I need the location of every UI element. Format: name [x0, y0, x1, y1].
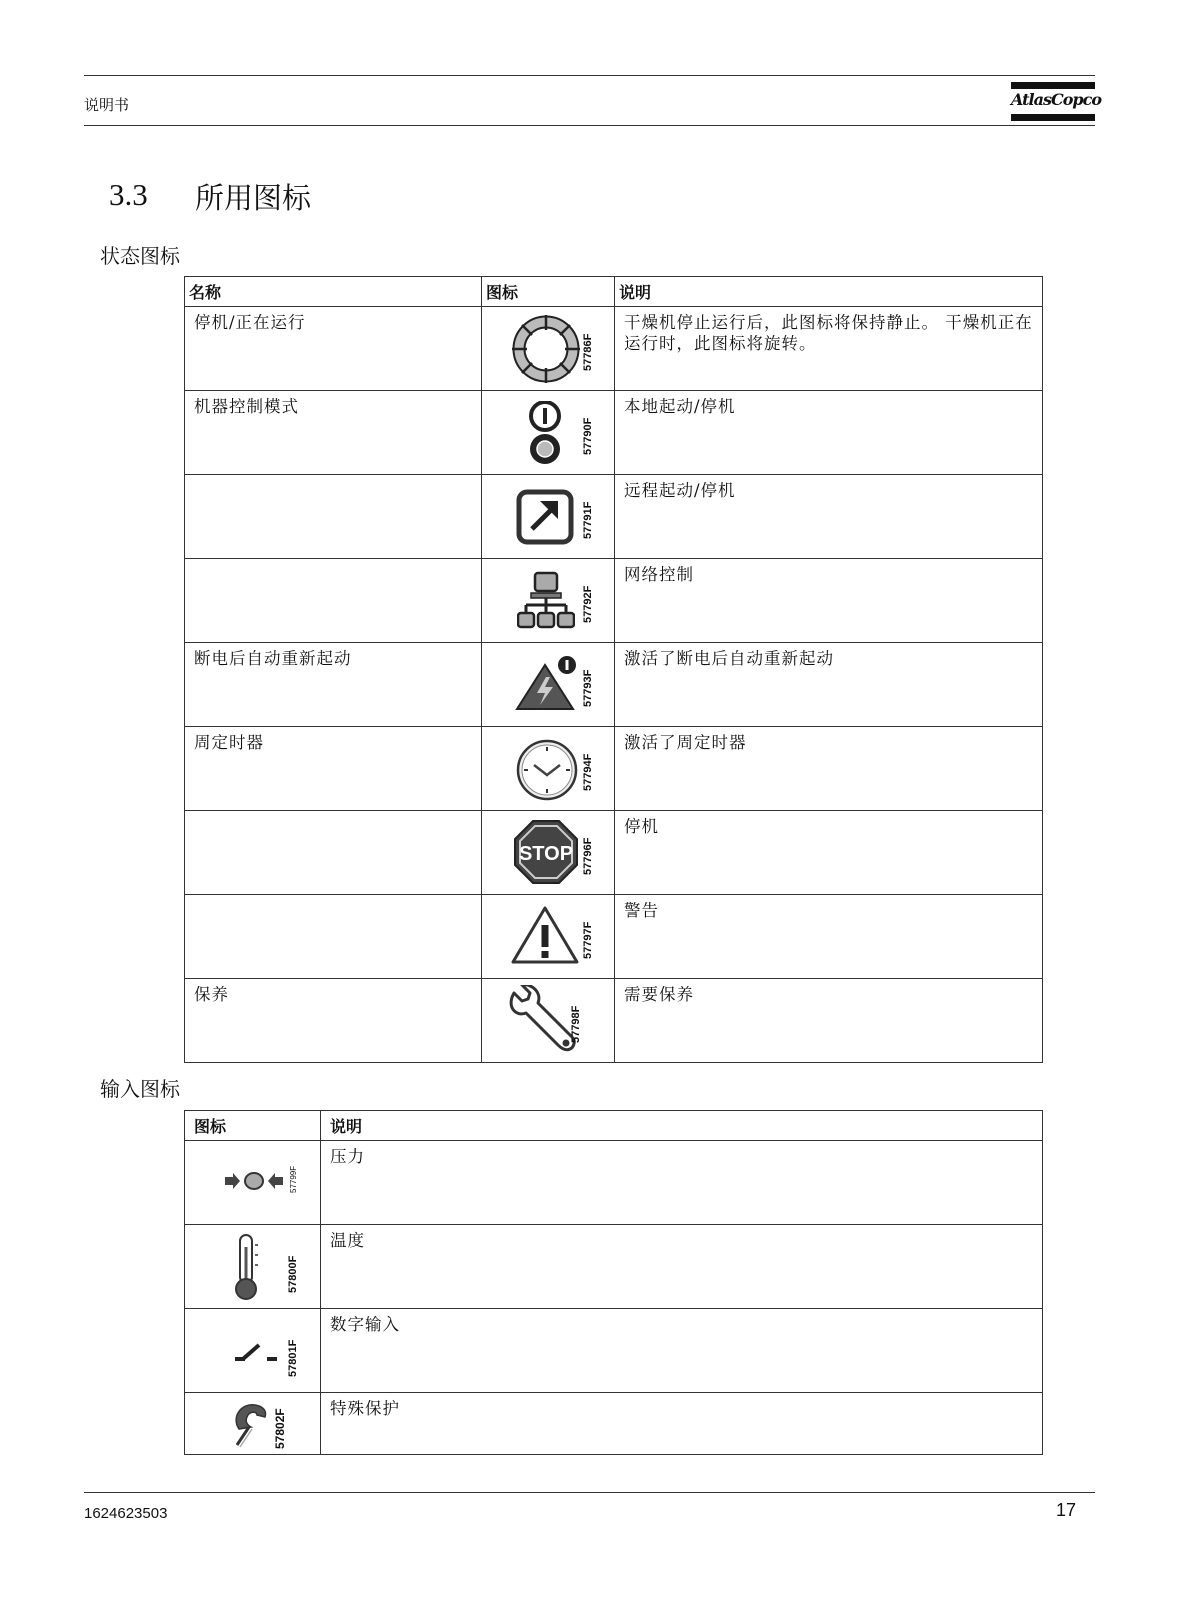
table-row — [185, 1141, 1043, 1225]
table-row — [185, 811, 1043, 895]
row-name — [185, 811, 482, 895]
atlas-copco-logo: AtlasCopco — [1011, 80, 1095, 126]
document-number: 1624623503 — [84, 1505, 168, 1522]
section-number: 3.3 — [109, 177, 148, 212]
table-header-row — [185, 277, 1043, 307]
table-row — [185, 475, 1043, 559]
section-title: 所用图标 — [195, 181, 312, 215]
row-description: 停机 — [615, 811, 1043, 895]
row-name: 周定时器 — [185, 727, 482, 811]
icon-code: 57802F — [273, 1408, 287, 1449]
icon-code: 57798F — [570, 1005, 582, 1043]
row-name — [185, 559, 482, 643]
table-row — [185, 307, 1043, 391]
pressure-icon — [225, 1171, 283, 1191]
header-rule-top — [84, 75, 1095, 76]
table-row — [185, 643, 1043, 727]
local-start-stop-icon — [527, 401, 563, 467]
status-icons-table — [184, 276, 1043, 1063]
network-icon — [517, 571, 575, 631]
table-row — [185, 979, 1043, 1063]
icon-code: 57800F — [287, 1255, 299, 1293]
row-description: 干燥机停止运行后，此图标将保持静止。 干燥机正在运行时，此图标将旋转。 — [615, 307, 1043, 391]
col-icon-header: 图标 — [482, 277, 615, 307]
row-name: 断电后自动重新起动 — [185, 643, 482, 727]
row-name — [185, 895, 482, 979]
row-description: 激活了周定时器 — [615, 727, 1043, 811]
input-icons-heading: 输入图标 — [100, 1077, 180, 1101]
row-description: 特殊保护 — [321, 1393, 1043, 1455]
input-icons-table — [184, 1110, 1043, 1455]
table-row — [185, 391, 1043, 475]
icon-code: 57796F — [582, 837, 594, 875]
icon-code: 57799F — [289, 1165, 298, 1193]
col-description-header: 说明 — [321, 1111, 1043, 1141]
row-description: 压力 — [321, 1141, 1043, 1225]
row-description: 数字输入 — [321, 1309, 1043, 1393]
col-description-header: 说明 — [615, 277, 1043, 307]
footer-rule — [84, 1492, 1095, 1493]
icon-code: 57797F — [582, 921, 594, 959]
icon-code: 57801F — [287, 1339, 299, 1377]
table-row — [185, 559, 1043, 643]
warning-icon — [510, 905, 580, 965]
row-description: 需要保养 — [615, 979, 1043, 1063]
icon-code: 57794F — [582, 753, 594, 791]
table-row — [185, 727, 1043, 811]
auto-restart-icon — [515, 655, 579, 713]
icon-code: 57793F — [582, 669, 594, 707]
row-name — [185, 475, 482, 559]
special-protection-icon — [231, 1399, 271, 1449]
icon-code: 57790F — [582, 417, 594, 455]
icon-code: 57792F — [582, 585, 594, 623]
status-icons-heading: 状态图标 — [100, 244, 180, 268]
row-description: 远程起动/停机 — [615, 475, 1043, 559]
row-name: 停机/正在运行 — [185, 307, 482, 391]
table-header-row — [185, 1111, 1043, 1141]
remote-arrow-icon — [516, 489, 574, 545]
stop-sign-text: STOP — [518, 843, 574, 865]
row-description: 网络控制 — [615, 559, 1043, 643]
row-name: 机器控制模式 — [185, 391, 482, 475]
switch-icon — [233, 1339, 279, 1365]
row-description: 本地起动/停机 — [615, 391, 1043, 475]
table-row — [185, 1225, 1043, 1309]
rotating-ring-icon — [511, 314, 581, 384]
row-description: 激活了断电后自动重新起动 — [615, 643, 1043, 727]
row-description: 警告 — [615, 895, 1043, 979]
thermometer-icon — [231, 1233, 261, 1301]
col-icon-header: 图标 — [185, 1111, 321, 1141]
icon-code: 57786F — [582, 333, 594, 371]
table-row — [185, 1309, 1043, 1393]
row-name: 保养 — [185, 979, 482, 1063]
header-title: 说明书 — [84, 96, 130, 114]
icon-code: 57791F — [582, 501, 594, 539]
table-row — [185, 1393, 1043, 1455]
clock-icon — [516, 739, 578, 801]
header-rule-bottom — [84, 125, 1095, 126]
row-description: 温度 — [321, 1225, 1043, 1309]
page-number: 17 — [1056, 1500, 1077, 1520]
col-name-header: 名称 — [185, 277, 482, 307]
table-row — [185, 895, 1043, 979]
stop-icon — [513, 819, 579, 885]
